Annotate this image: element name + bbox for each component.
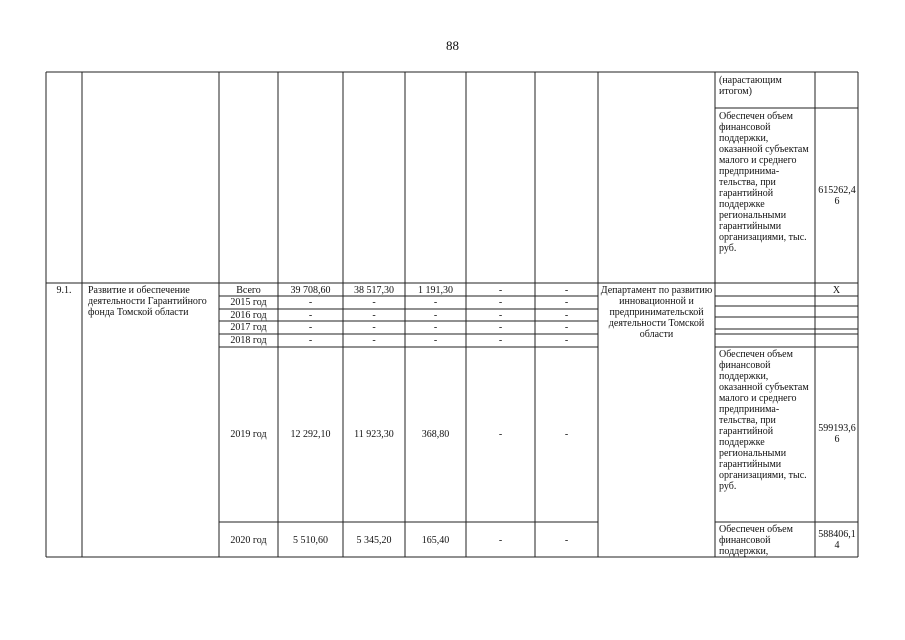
- indicator-value-2020: 588406,14: [818, 529, 856, 551]
- year-label: 2020 год: [230, 535, 267, 546]
- year-label: Всего: [236, 285, 261, 296]
- year-c2: 165,40: [421, 535, 450, 546]
- indicator-text-top: Обеспечен объем финансовой поддержки, оказанной субъектам малого и среднего предпринима-тельства, при гарантийной поддержке региональными гарантийными организациями, тыс. руб.: [719, 111, 809, 254]
- row-number: 9.1.: [56, 285, 72, 296]
- year-c2: -: [433, 310, 438, 321]
- indicator-continuation: (нарастающим итогом): [719, 75, 782, 97]
- year-c4: -: [564, 429, 569, 440]
- year-c1: -: [372, 310, 376, 321]
- year-c4: -: [564, 322, 569, 333]
- year-c2: 368,80: [421, 429, 450, 440]
- year-c1: 5 345,20: [356, 535, 392, 546]
- page-number: 88: [446, 38, 459, 53]
- year-c3: -: [498, 322, 503, 333]
- indicator-text-2020: Обеспечен объем финансовой поддержки,: [719, 524, 793, 557]
- year-c3: -: [498, 285, 503, 296]
- year-label: 2017 год: [230, 322, 267, 333]
- year-c1: 11 923,30: [354, 429, 394, 440]
- year-label: 2019 год: [230, 429, 267, 440]
- year-total: -: [308, 335, 313, 346]
- year-c1: -: [372, 322, 376, 333]
- year-c2: 1 191,30: [418, 285, 453, 296]
- year-c1: -: [372, 297, 376, 308]
- year-c4: -: [564, 335, 569, 346]
- year-total: 5 510,60: [293, 535, 328, 546]
- indicator-text-2019: Обеспечен объем финансовой поддержки, оказанной субъектам малого и среднего предпринима-тельства, при гарантийной поддержке региональными гарантийными организациями, тыс. руб.: [719, 349, 809, 492]
- year-c3: -: [498, 297, 503, 308]
- year-label: 2016 год: [230, 310, 267, 321]
- year-total: -: [308, 310, 313, 321]
- year-label: 2018 год: [230, 335, 267, 346]
- year-c3: -: [498, 429, 503, 440]
- x-mark: Х: [832, 285, 841, 296]
- year-c3: -: [498, 310, 503, 321]
- year-c4: -: [564, 297, 569, 308]
- year-c4: -: [564, 310, 569, 321]
- year-c1: -: [372, 335, 376, 346]
- year-c3: -: [498, 335, 503, 346]
- year-total: 12 292,10: [290, 429, 331, 440]
- year-label: 2015 год: [230, 297, 267, 308]
- year-c2: -: [433, 297, 438, 308]
- year-c4: -: [564, 535, 569, 546]
- year-total: 39 708,60: [290, 285, 331, 296]
- year-c3: -: [498, 535, 503, 546]
- row-executor: Департамент по развитию инновационной и предпринимательской деятельности Томской области: [600, 285, 713, 340]
- year-total: -: [308, 297, 313, 308]
- year-c2: -: [433, 322, 438, 333]
- year-total: -: [308, 322, 313, 333]
- year-c4: -: [564, 285, 569, 296]
- row-name: Развитие и обеспечение деятельности Гарантийного фонда Томской области: [88, 285, 207, 318]
- year-c1: 38 517,30: [354, 285, 394, 296]
- year-c2: -: [433, 335, 438, 346]
- indicator-value-top: 615262,46: [818, 185, 856, 207]
- indicator-value-2019: 599193,66: [818, 423, 856, 445]
